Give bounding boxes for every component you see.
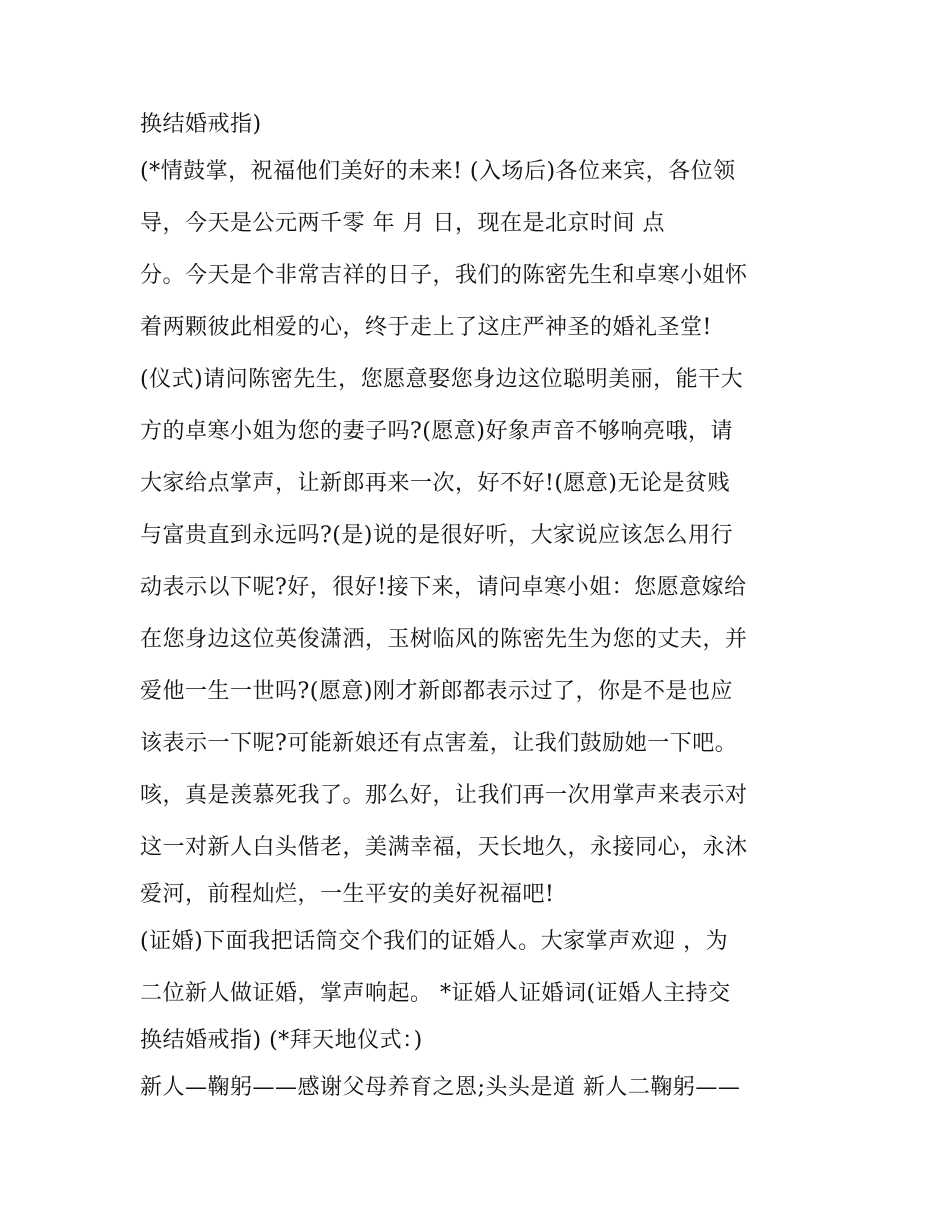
text-line-11: 在您身边这位英俊潇洒，玉树临风的陈密先生为您的丈夫，并 (140, 627, 748, 652)
text-line-17: (证婚)下面我把话筒交个我们的证婚人。大家掌声欢迎 ，为 (140, 929, 729, 954)
text-line-13: 该表示一下呢?可能新娘还有点害羞，让我们鼓励她一下吧。 (140, 731, 738, 756)
body-text (140, 104, 840, 1114)
text-line-7: 方的卓寒小姐为您的妻子吗?(愿意)好象声音不够响亮哦，请 (140, 419, 733, 444)
text-line-19: 换结婚戒指) (*拜天地仪式：) (140, 1028, 423, 1053)
text-line-15: 这一对新人白头偕老，美满幸福，天长地久，永接同心，永沐 (140, 835, 748, 860)
text-line-16: 爱河，前程灿烂，一生平安的美好祝福吧! (140, 882, 555, 907)
text-line-2: (*情鼓掌，祝福他们美好的未来! (入场后)各位来宾，各位领 (140, 159, 736, 184)
text-line-8: 大家给点掌声，让新郎再来一次，好不好!(愿意)无论是贫贱 (140, 471, 731, 496)
text-line-5: 着两颗彼此相爱的心，终于走上了这庄严神圣的婚礼圣堂! (140, 315, 712, 340)
text-line-18: 二位新人做证婚，掌声响起。 *证婚人证婚词(证婚人主持交 (140, 981, 731, 1006)
text-line-3: 导，今天是公元两千零 年 月 日，现在是北京时间 点 (140, 211, 665, 236)
text-line-4: 分。今天是个非常吉祥的日子，我们的陈密先生和卓寒小姐怀 (140, 263, 748, 288)
text-line-12: 爱他一生一世吗?(愿意)刚才新郎都表示过了，你是不是也应 (140, 679, 733, 704)
text-line-20: 新人—鞠躬——感谢父母养育之恩;头头是道 新人二鞠躬—— (140, 1075, 741, 1100)
text-line-1: 换结婚戒指) (140, 112, 262, 137)
text-line-9: 与富贵直到永远吗?(是)说的是很好听，大家说应该怎么用行 (140, 523, 733, 548)
text-line-10: 动表示以下呢?好，很好!接下来，请问卓寒小姐：您愿意嫁给 (140, 575, 747, 600)
text-line-14: 咳，真是羡慕死我了。那么好，让我们再一次用掌声来表示对 (140, 783, 748, 808)
text-line-6: (仪式)请问陈密先生，您愿意娶您身边这位聪明美丽，能干大 (140, 367, 744, 392)
